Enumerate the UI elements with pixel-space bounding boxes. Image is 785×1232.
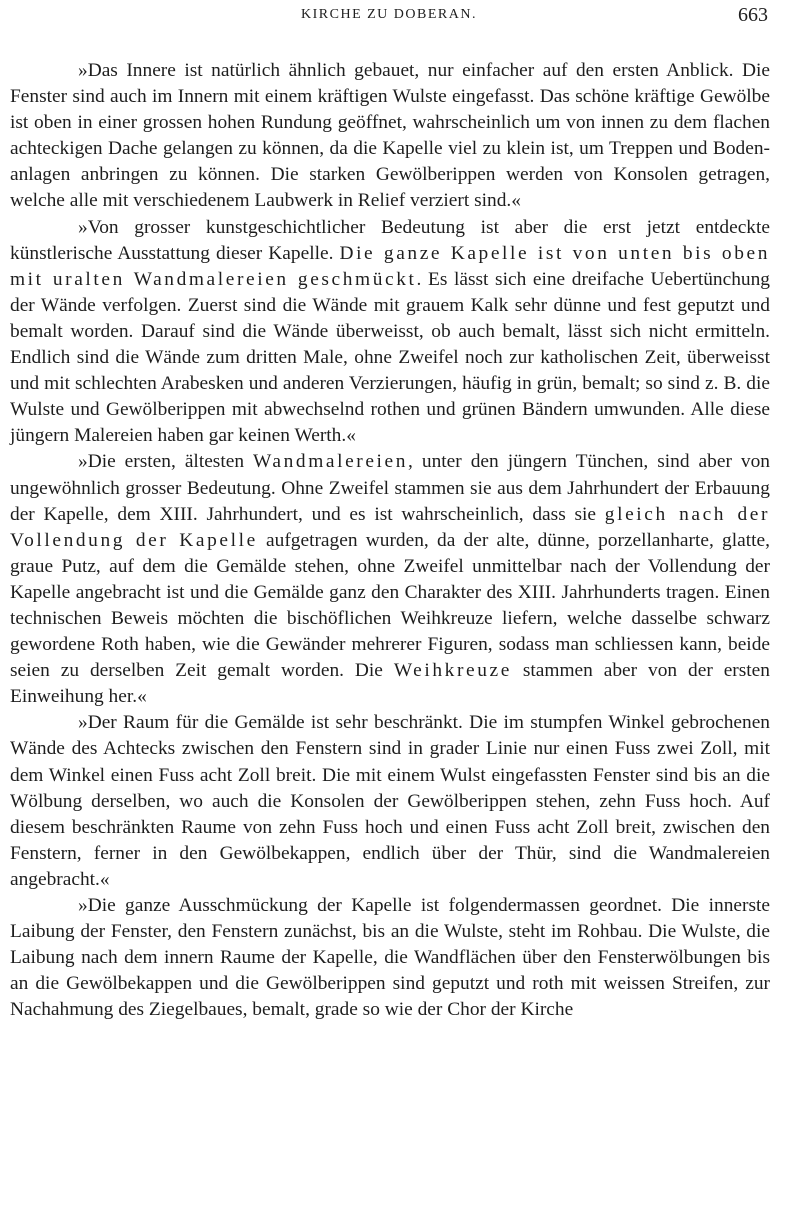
text-run: , unter den jüngern Tünchen, sind aber von ungewöhnlich grosser Bedeutung. Ohne Zweifel stammen sie aus dem Jahrhundert der Erbauung der Kapelle, dem XIII. Jahrhundert, und es ist wahrscheinlich, dass sie <box>10 451 771 525</box>
paragraph <box>10 449 770 710</box>
text-run: »Die ersten, ältesten <box>78 451 254 473</box>
text-run: »Der Raum für die Gemälde ist sehr beschränkt. Die im stumpfen Winkel gebrochenen Wände des Achtecks zwischen den Fenstern sind in grader Linie nur einen Fuss zwei Zoll, mit dem Winkel einen Fuss acht Zoll breit. Die mit einem Wulst eingefassten Fenster sind bis an die Wölbung derselben, wo auch die Konsolen der Gewölberippen stehen, zehn Fuss hoch. Auf diesem beschränkten Raume von zehn Fuss hoch und einen Fuss acht Zoll breit, zwischen den Fenstern, ferner in den Gewölbekappen, endlich über der Thür, sind die Wandmalereien angebracht.« <box>10 712 770 890</box>
paragraph <box>10 58 770 215</box>
spaced-emphasis: gleich nach der Vollendung der Kapelle <box>10 503 771 551</box>
body-text <box>10 58 770 1023</box>
spaced-emphasis: Wandmalereien <box>253 451 409 473</box>
text-run: »Das Innere ist natürlich ähnlich gebauet, nur einfacher auf den ersten Anblick. Die Fenster sind auch im Innern mit einem kräftigen Wulste eingefasst. Das schöne kräftige Gewölbe ist oben in einer grossen hohen Rundung geöffnet, wahrscheinlich um von innen zu dem flachen achteckigen Dache gelangen zu können, da die Kapelle viel zu klein ist, um Treppen und Bodenanlagen anbringen zu können. Die starken Gewölberippen werden von Konsolen getragen, welche alle mit verschiedenem Laubwerk in Relief verziert sind.« <box>10 60 770 212</box>
running-head <box>10 4 768 28</box>
paragraph <box>10 710 770 893</box>
text-run: stammen aber von der ersten Einweihung her.« <box>10 660 770 708</box>
spaced-emphasis: Die ganze Kapelle ist von unten bis oben mit uralten Wandmalereien geschmückt <box>10 242 771 290</box>
page-number: 663 <box>738 4 768 26</box>
text-run: »Die ganze Ausschmückung der Kapelle ist folgendermassen geordnet. Die innerste Laibung der Fenster, den Fenstern zunächst, bis an die Wulste, steht im Rohbau. Die Wulste, die Laibung nach dem innern Raume der Kapelle, die Wandflächen über den Fensterwölbungen bis an die Gewölbekappen und die Gewölberippen sind geputzt und roth mit weissen Streifen, zur Nachahmung des Ziegelbaues, bemalt, grade so wie der Chor der Kirche <box>10 895 770 1021</box>
paragraph <box>10 893 770 1023</box>
running-title: KIRCHE ZU DOBERAN. <box>301 7 477 22</box>
spaced-emphasis: Weihkreuze <box>393 660 512 682</box>
paragraph <box>10 215 770 450</box>
text-run: aufgetragen wurden, da der alte, dünne, porzellanharte, glatte, graue Putz, auf dem die Gemälde stehen, ohne Zweifel unmittelbar nach der Vollendung der Kapelle angebracht ist und die Gemälde ganz den Charakter des XIII. Jahrhunderts tragen. Einen technischen Beweis möchten die bischöflichen Weihkreuze liefern, welche dasselbe schwarz gewordene Roth haben, wie die Gewänder mehrerer Figuren, sodass man schliessen kann, beide seien zu derselben Zeit gemalt worden. Die <box>10 529 770 682</box>
text-run: . Es lässt sich eine dreifache Uebertünchung der Wände verfolgen. Zuerst sind die Wände mit grauem Kalk sehr dünne und fest geputzt und bemalt worden. Darauf sind die Wände überweisst, ob auch bemalt, lässt sich nicht ermitteln. Endlich sind die Wände zum dritten Male, ohne Zweifel noch zur katholischen Zeit, überweisst und mit schlechten Arabesken und anderen Verzierungen, häufig in grün, bemalt; so sind z. B. die Wulste und Gewölberippen mit abwechselnd rothen und grünen Bändern umwunden. Alle diese jüngern Malereien haben gar keinen Werth.« <box>10 268 770 447</box>
text-run: »Von grosser kunstgeschichtlicher Bedeutung ist aber die erst jetzt entdeckte künstlerische Ausstattung dieser Kapelle. <box>10 216 770 264</box>
